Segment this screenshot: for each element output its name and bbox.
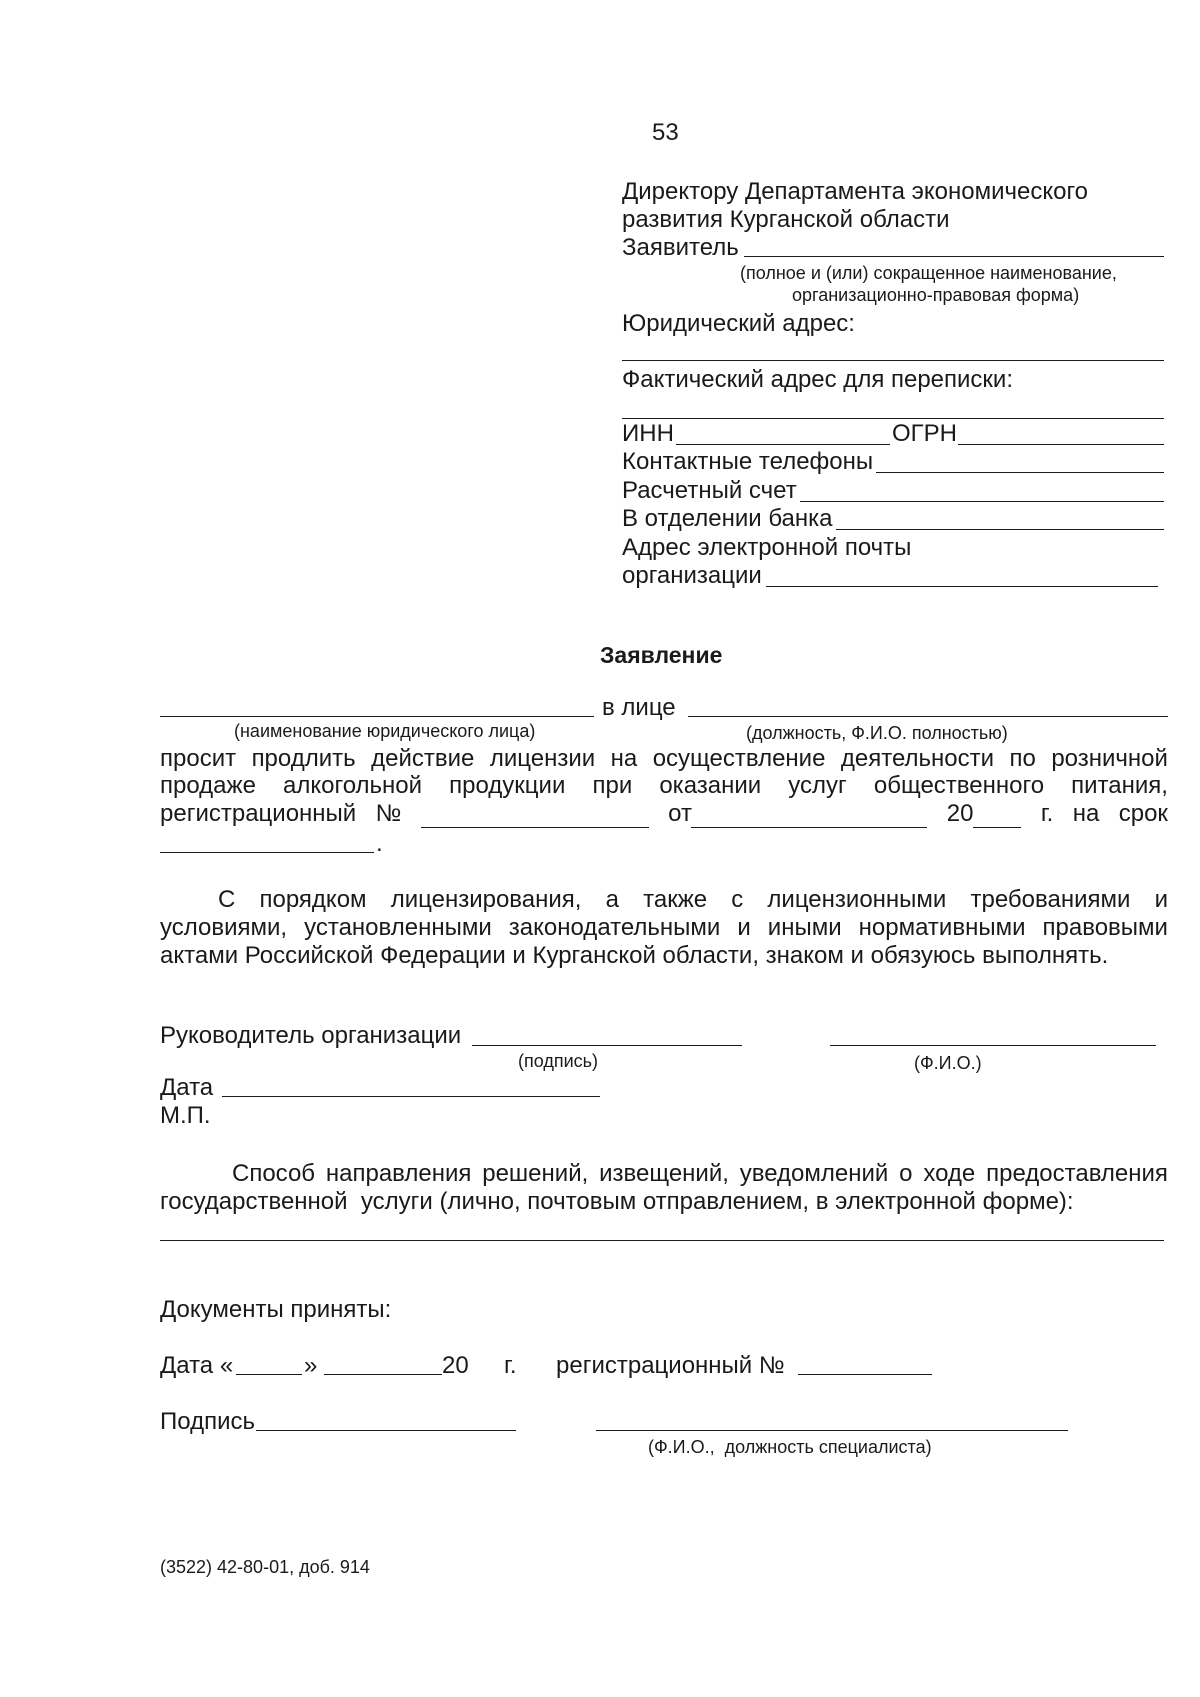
email-label-line-2: организации — [622, 562, 762, 589]
accept-date-close: » — [304, 1352, 318, 1379]
head-label: Руководитель организации — [160, 1022, 462, 1049]
sign-date-line — [222, 1096, 600, 1097]
delivery-line-1: Способ направления решений, извещений, уведомлений о ходе предоставления — [232, 1160, 1168, 1187]
person-hint: (должность, Ф.И.О. полностью) — [746, 723, 1008, 743]
specialist-hint: (Ф.И.О., должность специалиста) — [648, 1437, 932, 1457]
stamp-label: М.П. — [160, 1102, 211, 1129]
postal-address-label: Фактический адрес для переписки: — [622, 366, 1013, 393]
addressee-line-2: развития Курганской области — [622, 206, 950, 233]
specialist-line — [596, 1430, 1068, 1431]
accept-signature-label: Подпись — [160, 1408, 255, 1435]
signature-hint: (подпись) — [518, 1051, 599, 1071]
delivery-line-2: государственной услуги (лично, почтовым отправлением, в электронной форме): — [160, 1188, 1074, 1215]
accept-day-line — [236, 1374, 302, 1375]
from-label: от — [668, 800, 692, 827]
reg-label: регистрационный — [160, 800, 357, 827]
phones-field-line — [876, 472, 1164, 473]
number-sign: № — [375, 800, 402, 827]
addressee-line-1: Директору Департамента экономического — [622, 178, 1089, 205]
accepted-label: Документы приняты: — [160, 1296, 392, 1323]
ack-line-3: актами Российской Федерации и Курганской области, знаком и обязуюсь выполнять. — [160, 942, 1109, 969]
person-name-line — [688, 716, 1168, 717]
delivery-method-line — [160, 1240, 1164, 1241]
ogrn-field-line — [958, 444, 1164, 445]
entity-name-line — [160, 716, 594, 717]
bank-field-line — [836, 529, 1164, 530]
accept-reg-label: регистрационный № — [556, 1352, 785, 1379]
fio-hint: (Ф.И.О.) — [914, 1053, 982, 1073]
postal-address-line — [622, 418, 1164, 419]
year-suffix: г. — [1040, 800, 1054, 827]
applicant-field-line — [744, 256, 1164, 257]
from-date-line — [691, 805, 927, 828]
term-label: срок — [1118, 800, 1168, 827]
applicant-hint-line-2: организационно-правовая форма) — [792, 285, 1080, 305]
head-fio-line — [830, 1045, 1156, 1046]
accept-month-line — [324, 1374, 442, 1375]
accept-reg-line — [798, 1374, 932, 1375]
year-field: 20 — [947, 800, 1022, 828]
phones-label: Контактные телефоны — [622, 448, 874, 475]
sign-date-label: Дата — [160, 1074, 214, 1101]
term-end-period: . — [376, 830, 383, 857]
bank-label: В отделении банка — [622, 505, 833, 532]
statement-line-2: продаже алкогольной продукции при оказании услуг общественного питания, — [160, 772, 1168, 799]
applicant-hint-line-1: (полное и (или) сокращенное наименование, — [740, 263, 1117, 283]
head-signature-line — [472, 1045, 742, 1046]
accept-year-prefix: 20 — [442, 1352, 469, 1379]
footer-phone: (3522) 42-80-01, доб. 914 — [160, 1557, 370, 1577]
statement-line-1: просит продлить действие лицензии на осуществление деятельности по розничной — [160, 745, 1168, 772]
statement-title: Заявление — [600, 642, 723, 668]
email-label-line-1: Адрес электронной почты — [622, 534, 912, 561]
entity-hint: (наименование юридического лица) — [234, 721, 536, 741]
accept-date-label: Дата « — [160, 1352, 234, 1379]
ogrn-label: ОГРН — [892, 420, 958, 447]
account-field-line — [800, 501, 1164, 502]
accept-year-suffix: г. — [504, 1352, 517, 1379]
statement-line-3: регистрационный № от 20 г. на срок — [160, 800, 1168, 827]
reg-number-line — [421, 805, 649, 828]
applicant-label: Заявитель — [622, 234, 739, 261]
accept-signature-line — [256, 1430, 516, 1431]
page-number: 53 — [652, 119, 679, 146]
account-label: Расчетный счет — [622, 477, 797, 504]
inn-field-line — [676, 444, 890, 445]
legal-address-label: Юридический адрес: — [622, 310, 855, 337]
ack-line-1: С порядком лицензирования, а также с лицензионными требованиями и — [218, 886, 1168, 913]
email-field-line — [766, 586, 1158, 587]
inn-label: ИНН — [622, 420, 674, 447]
term-line — [160, 852, 374, 853]
ack-line-2: условиями, установленными законодательными и иными нормативными правовыми — [160, 914, 1168, 941]
in-person-label: в лице — [602, 694, 676, 721]
legal-address-line — [622, 360, 1164, 361]
